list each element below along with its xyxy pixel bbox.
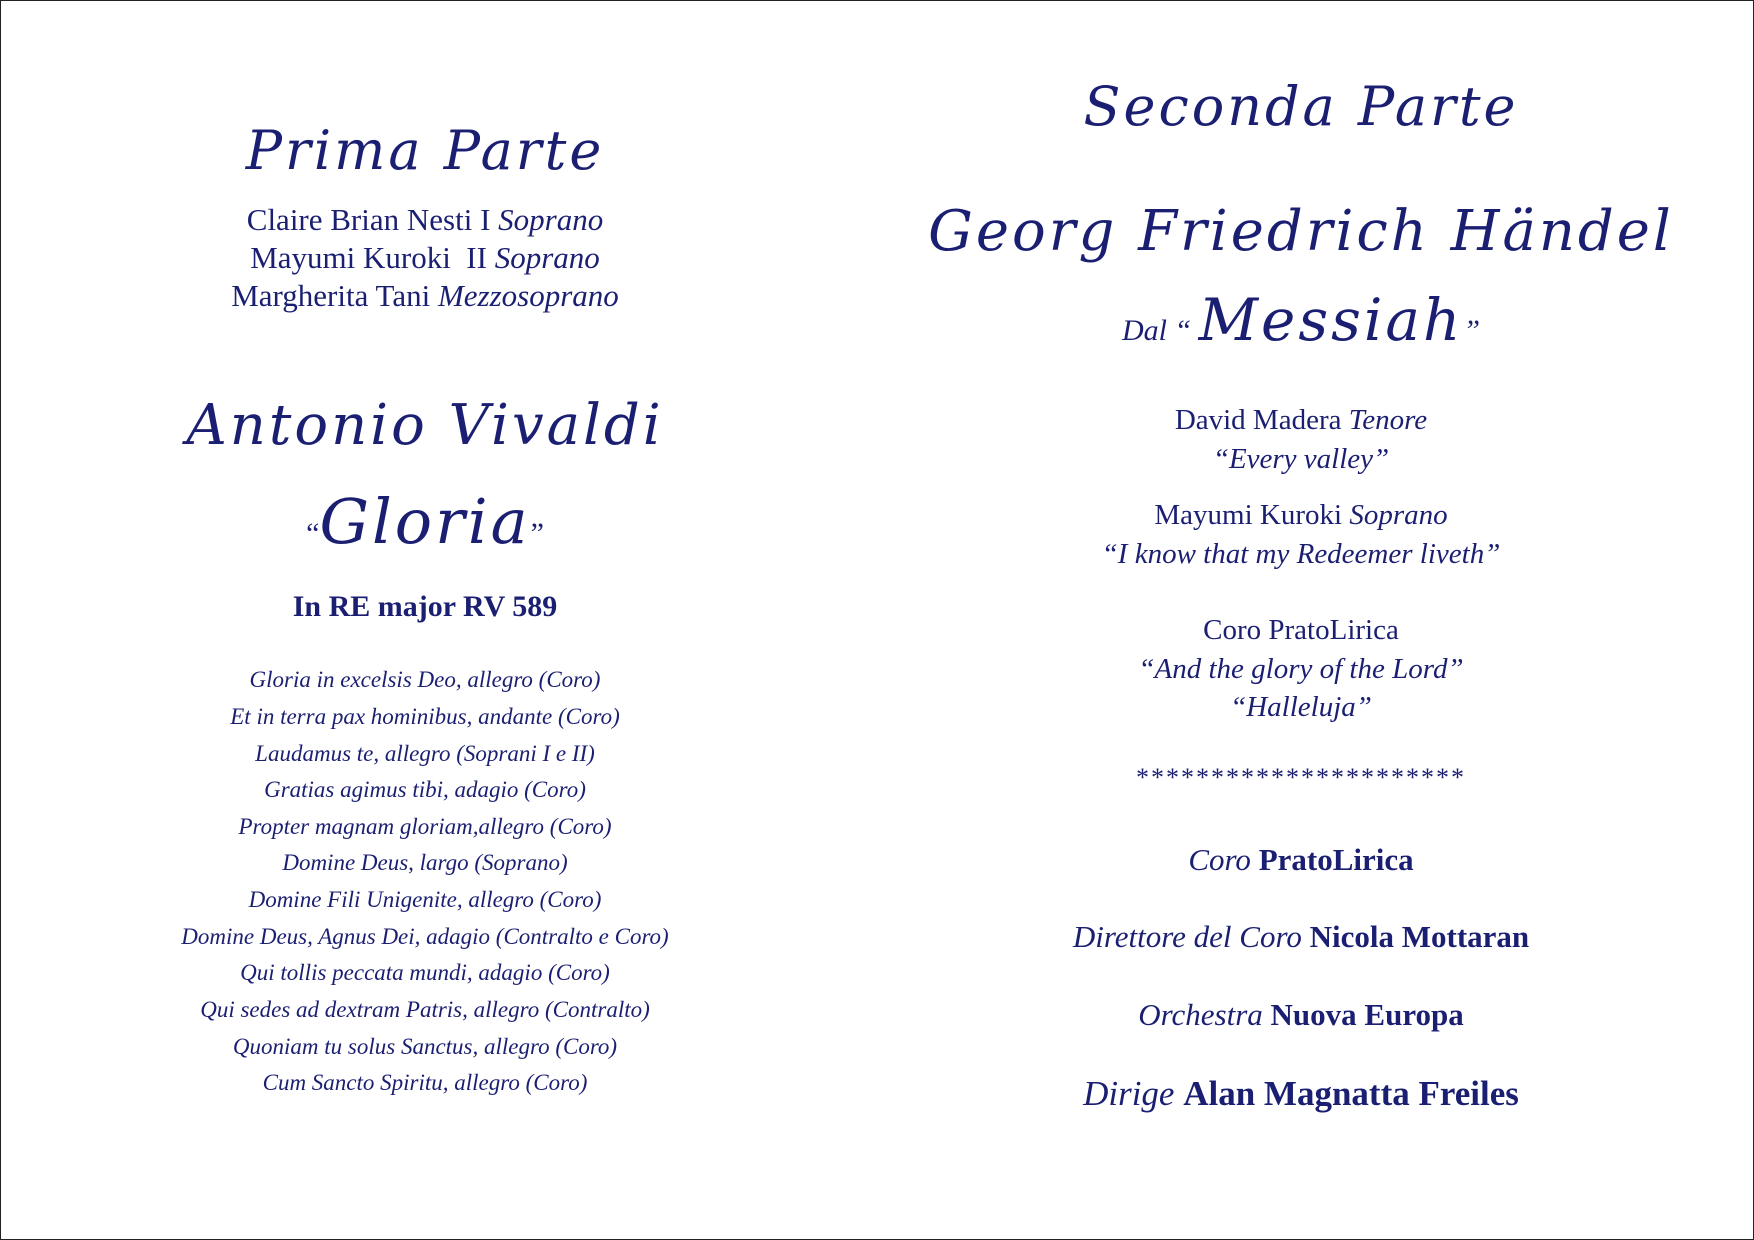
credit-label: Orchestra	[1138, 997, 1263, 1032]
part-two-title: Seconda Parte	[1083, 75, 1519, 138]
performer-name: David Madera	[1174, 404, 1342, 436]
program-part-two	[849, 1, 1753, 1239]
open-quote: “	[306, 517, 320, 550]
credit-label: Coro	[1188, 842, 1251, 877]
work-title-text: Gloria	[319, 485, 531, 558]
performer-line	[849, 404, 1753, 437]
work-prefix: Dal “	[1121, 314, 1199, 347]
credit-value: Nicola Mottaran	[1309, 919, 1530, 954]
movement-item: Qui tollis peccata mundi, adagio (Coro)	[240, 960, 610, 985]
cast-role: Soprano	[498, 202, 604, 237]
credit-value: Alan Magnatta Freiles	[1183, 1074, 1519, 1113]
credit-value: PratoLirica	[1258, 842, 1414, 877]
movement-item: Domine Deus, Agnus Dei, adagio (Contralto e Coro)	[181, 924, 669, 949]
movement-item: Propter magnam gloriam,allegro (Coro)	[238, 814, 612, 839]
credit-conductor	[849, 1074, 1753, 1114]
credit-orchestra	[849, 997, 1753, 1033]
aria-title: “Every valley”	[1212, 443, 1390, 475]
cast-line	[1, 240, 849, 276]
composer-name: Georg Friedrich Händel	[928, 199, 1674, 264]
cast-name: Claire Brian Nesti I	[246, 202, 491, 237]
aria-title: “I know that my Redeemer liveth”	[1101, 538, 1501, 570]
work-title	[849, 286, 1753, 354]
part-one-title: Prima Parte	[245, 119, 605, 182]
cast-name: Margherita Tani	[231, 278, 431, 313]
movement-item: Gratias agimus tibi, adagio (Coro)	[264, 777, 586, 802]
movement-item: Domine Deus, largo (Soprano)	[282, 850, 568, 875]
credit-label: Dirige	[1083, 1074, 1175, 1113]
performer-role: Soprano	[1349, 499, 1448, 531]
cast-line	[1, 278, 849, 314]
performer-line	[849, 614, 1753, 647]
credit-choir	[849, 842, 1753, 878]
aria-title: “And the glory of the Lord”	[1138, 653, 1464, 685]
program-part-one	[1, 1, 849, 1239]
credit-choir-director	[849, 919, 1753, 955]
work-title	[1, 485, 849, 559]
section-separator: **********************	[1136, 763, 1466, 792]
credit-label: Direttore del Coro	[1072, 919, 1302, 954]
cast-role: Mezzosoprano	[437, 278, 619, 313]
credit-value: Nuova Europa	[1270, 997, 1464, 1032]
cast-line	[1, 202, 849, 238]
movement-item: Cum Sancto Spiritu, allegro (Coro)	[262, 1070, 588, 1095]
movement-item: Laudamus te, allegro (Soprani I e II)	[255, 741, 595, 766]
composer-name: Antonio Vivaldi	[186, 393, 664, 458]
movement-item: Gloria in excelsis Deo, allegro (Coro)	[249, 667, 601, 692]
performer-role: Tenore	[1348, 404, 1428, 436]
performer-line	[849, 499, 1753, 532]
cast-role: Soprano	[494, 240, 600, 275]
movement-item: Domine Fili Unigenite, allegro (Coro)	[248, 887, 602, 912]
movement-item: Quoniam tu solus Sanctus, allegro (Coro)	[232, 1034, 618, 1059]
close-quote: ”	[530, 517, 544, 550]
aria-title: “Halleluja”	[1230, 691, 1372, 723]
work-title-text: Messiah	[1198, 286, 1464, 354]
cast-name: Mayumi Kuroki II	[250, 240, 487, 275]
movement-item: Et in terra pax hominibus, andante (Coro)	[230, 704, 620, 729]
movement-item: Qui sedes ad dextram Patris, allegro (Contralto)	[200, 997, 650, 1022]
performer-name: Coro PratoLirica	[1203, 614, 1399, 646]
work-suffix: ”	[1463, 314, 1481, 347]
performer-name: Mayumi Kuroki	[1154, 499, 1343, 531]
work-key: In RE major RV 589	[292, 590, 558, 623]
